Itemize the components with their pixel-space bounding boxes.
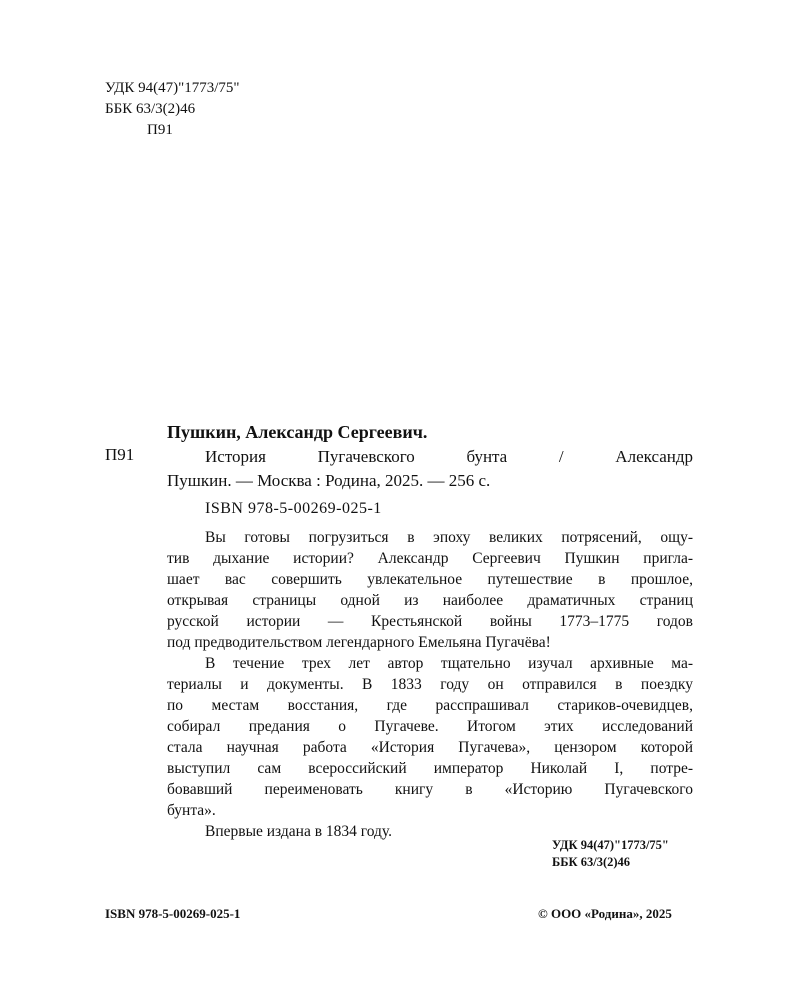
author-mark-side: П91 — [105, 445, 135, 464]
annotation-line: русской истории — Крестьянской войны 1773–1775 годов — [167, 613, 693, 630]
annotation-line: стала научная работа «История Пугачева», цензором которой — [167, 739, 693, 756]
bbk-code: ББК 63/3(2)46 — [105, 101, 196, 117]
author-heading: Пушкин, Александр Сергеевич. — [167, 422, 428, 442]
bbk-code: ББК 63/3(2)46 — [552, 855, 631, 869]
isbn-record: ISBN 978-5-00269-025-1 — [205, 500, 382, 517]
annotation-line: тив дыхание истории? Александр Сергеевич Пушкин пригла- — [167, 550, 693, 567]
annotation-line: по местам восстания, где расспрашивал стариков-очевидцев, — [167, 697, 693, 714]
annotation-line: собирал предания о Пугачеве. Итогом этих исследований — [167, 718, 693, 735]
title-line: История Пугачевского бунта / Александр — [205, 447, 693, 466]
annotation-line: шает вас совершить увлекательное путешествие в прошлое, — [167, 571, 693, 588]
udk-code: УДК 94(47)"1773/75" — [552, 838, 669, 852]
annotation-line: бовавший переименовать книгу в «Историю Пугачевского — [167, 781, 693, 798]
copyright-notice: © ООО «Родина», 2025 — [538, 906, 672, 921]
annotation-line: открывая страницы одной из наиболее драматичных страниц — [167, 592, 693, 609]
footer-isbn: ISBN 978-5-00269-025-1 — [105, 906, 241, 921]
annotation-line: бунта». — [167, 802, 216, 819]
title-statement — [167, 445, 693, 493]
author-mark: П91 — [147, 122, 173, 138]
annotation-line: Впервые издана в 1834 году. — [205, 823, 393, 840]
classification-codes-bottom — [552, 837, 669, 871]
classification-codes-top — [105, 78, 240, 141]
title-line: Пушкин. — Москва : Родина, 2025. — 256 с. — [167, 471, 491, 490]
annotation — [167, 527, 693, 842]
annotation-line: В течение трех лет автор тщательно изучал архивные ма- — [205, 655, 693, 672]
annotation-paragraph — [167, 653, 693, 821]
annotation-paragraph — [167, 527, 693, 653]
annotation-line: выступил сам всероссийский император Николай I, потре- — [167, 760, 693, 777]
annotation-line: Вы готовы погрузиться в эпоху великих потрясений, ощу- — [205, 529, 693, 546]
annotation-line: под предводительством легендарного Емельяна Пугачёва! — [167, 634, 551, 651]
annotation-line: териалы и документы. В 1833 году он отправился в поездку — [167, 676, 693, 693]
udk-code: УДК 94(47)"1773/75" — [105, 80, 240, 96]
